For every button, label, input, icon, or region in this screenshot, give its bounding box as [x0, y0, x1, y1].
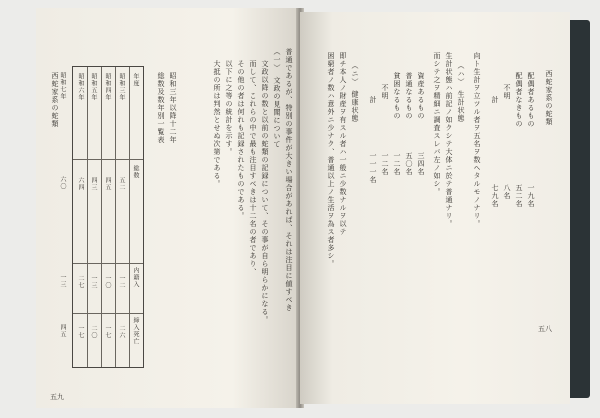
table-cell: 四五: [59, 324, 66, 338]
list-item-value: 一一一名: [369, 152, 377, 184]
list-item-label: 不明: [503, 84, 511, 100]
body-text-column: 以下に之等の統計を示す。: [225, 60, 233, 156]
table-header-deaths: 締入死亡: [132, 317, 139, 345]
table-cell: 昭和六年: [77, 73, 84, 101]
table-cell: 四五: [104, 177, 111, 191]
table-cell: 昭和三年: [118, 73, 125, 101]
list-item-value: 八名: [503, 184, 511, 200]
table-caption: 総数及数年別一覧表: [157, 72, 165, 144]
table-cell: 二七: [77, 275, 84, 289]
statistics-table: [72, 66, 144, 368]
table-cell: 一七: [77, 325, 84, 339]
table-header-total: 総数: [132, 165, 139, 179]
body-text-column: 即チ本人ノ財産ヲ有スル者ハ一般ニ少数ナルヲ以テ: [339, 52, 347, 236]
section-heading: （ハ） 生計状態: [457, 62, 465, 123]
body-text-column: 向ト生計ヲ立ツル者ヲ五名ヲ数ヘタルモノナリ。: [473, 52, 481, 228]
body-text-column: その他の者は何れも記録されたものである。: [237, 60, 245, 220]
table-cell: 一三: [90, 275, 97, 289]
body-text-column: 普通であるが、特別の事件が大きい場合があれば、それは注目に値すべき: [285, 48, 293, 312]
left-page-number: 五九: [50, 393, 64, 401]
table-cell: 二〇: [90, 325, 97, 339]
list-item-label: 不明: [381, 84, 389, 100]
list-item-value: 五〇名: [405, 152, 413, 176]
list-item-value: 七九名: [491, 184, 499, 208]
body-text-column: 困窮者ノ数ハ意外ニ少ナク、普通以上ノ生活ヲ為ス者多シ。: [327, 52, 335, 268]
table-cell: 六四: [77, 177, 84, 191]
list-item-label: 計: [491, 96, 499, 104]
body-text-column: 而して、これらの中で最も注目すべきは十二名の者であり、: [249, 60, 257, 276]
table-cell: 昭和四年: [104, 73, 111, 101]
body-text-column: 文政以降の数と以前の蛇類の記録について、その事が自ら明らかになる。: [261, 60, 269, 324]
table-header-included: 内籍入: [132, 267, 139, 288]
list-item-label: 配偶者なきもの: [515, 72, 523, 128]
list-item-value: 一二名: [393, 152, 401, 176]
table-header-year: 年度: [132, 73, 139, 87]
left-page: [36, 8, 298, 408]
table-cell: 二六: [118, 325, 125, 339]
list-item-label: 計: [369, 96, 377, 104]
body-text-column: 生計状態ハ前記ノ如クシテ大体ニ於テ普通ナリ。: [445, 52, 453, 228]
section-heading: （ニ） 健康状態: [351, 62, 359, 123]
table-title: 昭和三年以降十二年: [169, 72, 177, 144]
list-item-value: 一二名: [381, 152, 389, 176]
table-cell: 一三: [59, 274, 66, 288]
book-cover-edge: [570, 20, 590, 398]
right-running-header: 西蛇家系の蛇類: [545, 70, 553, 126]
table-cell: 昭和七年: [59, 72, 66, 100]
list-item-value: 五二名: [515, 184, 523, 208]
body-text-column: （一） 文政の見聞について: [273, 48, 281, 149]
body-text-column: 大抵の所は判然とせぬ次第である。: [213, 60, 221, 188]
table-cell: 四三: [90, 177, 97, 191]
left-running-header: 西蛇家系の蛇類: [51, 72, 59, 128]
list-item-label: 配偶者あるもの: [527, 72, 535, 128]
list-item-label: 貧困なるもの: [393, 72, 401, 120]
table-cell: 昭和五年: [90, 73, 97, 101]
table-cell: 一二: [118, 275, 125, 289]
table-cell: 一〇: [104, 275, 111, 289]
table-cell: 五二: [118, 177, 125, 191]
list-item-label: 普通なるもの: [405, 72, 413, 120]
right-page-number: 五八: [538, 325, 552, 333]
table-cell: 一七: [104, 325, 111, 339]
list-item-label: 資産あるもの: [417, 72, 425, 120]
list-item-value: 三四名: [417, 152, 425, 176]
table-cell: 六〇: [59, 176, 66, 190]
body-text-column: 而シテ之ヲ精細ニ調査スレバ左ノ如シ。: [433, 52, 441, 196]
right-page: [300, 12, 570, 404]
list-item-value: 一九名: [527, 184, 535, 208]
